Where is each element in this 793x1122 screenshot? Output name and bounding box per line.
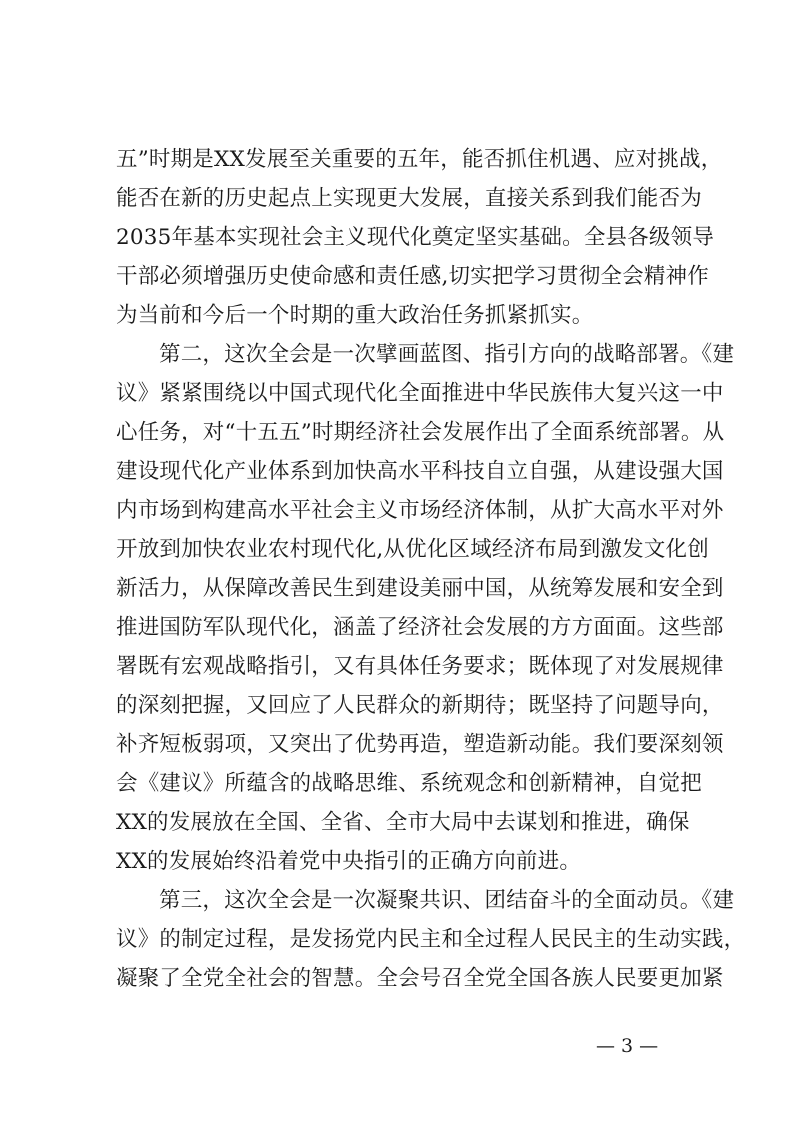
text-line: 新活力，从保障改善民生到建设美丽中国，从统筹发展和安全到 (116, 576, 724, 601)
text-line: 推进国防军队现代化，涵盖了经济社会发展的方方面面。这些部 (116, 615, 724, 640)
text-line: 凝聚了全党全社会的智慧。全会号召全党全国各族人民要更加紧 (116, 966, 724, 991)
text-line: 议》的制定过程，是发扬党内民主和全过程人民民主的生动实践， (116, 927, 746, 952)
page-number: — 3 — (596, 1035, 659, 1057)
text-line: 开放到加快农业农村现代化,从优化区域经济布局到激发文化创 (116, 537, 709, 562)
text-line: XX的发展放在全国、全省、全市大局中去谋划和推进，确保 (116, 810, 690, 835)
text-line: 心任务，对“十五五”时期经济社会发展作出了全面系统部署。从 (116, 420, 725, 445)
text-line: 内市场到构建高水平社会主义市场经济体制，从扩大高水平对外 (116, 498, 724, 523)
document-body (116, 140, 746, 998)
text-line: 署既有宏观战略指引，又有具体任务要求；既体现了对发展规律 (116, 654, 724, 679)
text-line: XX的发展始终沿着党中央指引的正确方向前进。 (116, 849, 582, 874)
text-line: 第二，这次全会是一次擘画蓝图、指引方向的战略部署。《建 (159, 342, 735, 367)
text-line: 能否在新的历史起点上实现更大发展，直接关系到我们能否为 (116, 186, 702, 211)
text-line: 会《建议》所蕴含的战略思维、系统观念和创新精神，自觉把 (116, 771, 702, 796)
text-line: 五”时期是XX发展至关重要的五年，能否抓住机遇、应对挑战， (116, 147, 723, 172)
text-line: 干部必须增强历史使命感和责任感,切实把学习贯彻全会精神作 (116, 264, 709, 289)
text-line: 为当前和今后一个时期的重大政治任务抓紧抓实。 (116, 303, 594, 328)
text-line: 2035年基本实现社会主义现代化奠定坚实基础。全县各级领导 (116, 225, 715, 250)
paragraph-2 (116, 335, 735, 881)
paragraph-1 (116, 140, 723, 335)
text-line: 建设现代化产业体系到加快高水平科技自立自强，从建设强大国 (116, 459, 724, 484)
paragraph-3 (116, 881, 746, 998)
text-line: 第三，这次全会是一次凝聚共识、团结奋斗的全面动员。《建 (159, 888, 735, 913)
text-line: 的深刻把握，又回应了人民群众的新期待；既坚持了问题导向， (116, 693, 724, 718)
text-line: 补齐短板弱项，又突出了优势再造，塑造新动能。我们要深刻领 (116, 732, 724, 757)
text-line: 议》紧紧围绕以中国式现代化全面推进中华民族伟大复兴这一中 (116, 381, 724, 406)
